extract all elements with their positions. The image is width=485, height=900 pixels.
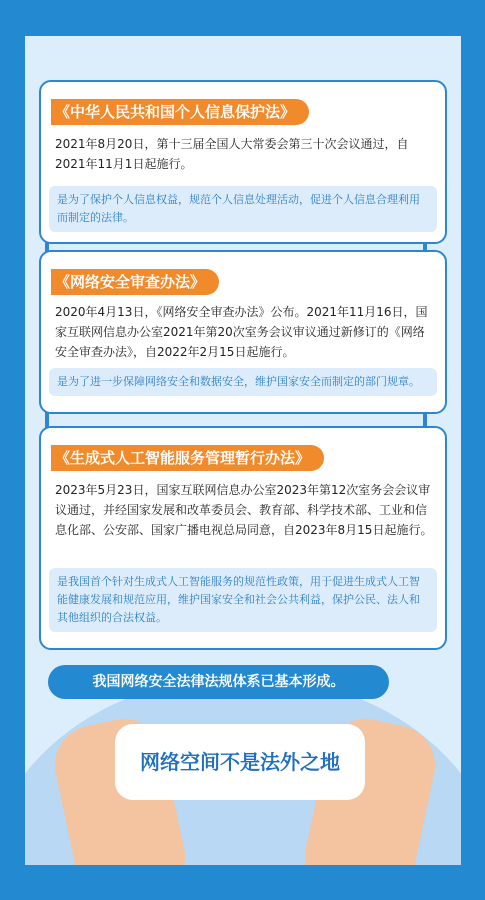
law-card-body: 2020年4月13日，《网络安全审查办法》公布。2021年11月16日，国家互联网信息办公室2021年第20次室务会议审议通过新修订的《网络安全审查办法》，自2022年2月15日起施行。 bbox=[55, 305, 428, 359]
law-card-note: 是为了保护个人信息权益，规范个人信息处理活动，促进个人信息合理利用而制定的法律。 bbox=[49, 186, 437, 232]
summary-banner: 我国网络安全法律法规体系已基本形成。 bbox=[48, 665, 389, 699]
law-card-1 bbox=[39, 80, 447, 244]
law-card-title: 《网络安全审查办法》 bbox=[51, 269, 219, 295]
slogan-sign: 网络空间不是法外之地 bbox=[115, 724, 365, 800]
law-card-title: 《生成式人工智能服务管理暂行办法》 bbox=[51, 445, 324, 471]
law-card-body: 2021年8月20日，第十三届全国人大常委会第三十次会议通过，自2021年11月1日起施行。 bbox=[55, 137, 409, 171]
law-card-body: 2023年5月23日，国家互联网信息办公室2023年第12次室务会会议审议通过，并经国家发展和改革委员会、教育部、科学技术部、工业和信息化部、公安部、国家广播电视总局同意，自2023年8月15日起施行。 bbox=[55, 483, 433, 537]
law-card-note: 是我国首个针对生成式人工智能服务的规范性政策，用于促进生成式人工智能健康发展和规范应用，维护国家安全和社会公共利益，保护公民、法人和其他组织的合法权益。 bbox=[49, 568, 437, 632]
law-card-note: 是为了进一步保障网络安全和数据安全，维护国家安全而制定的部门规章。 bbox=[49, 368, 437, 396]
law-card-2 bbox=[39, 250, 447, 414]
law-card-title: 《中华人民共和国个人信息保护法》 bbox=[51, 99, 309, 125]
law-card-3 bbox=[39, 426, 447, 650]
